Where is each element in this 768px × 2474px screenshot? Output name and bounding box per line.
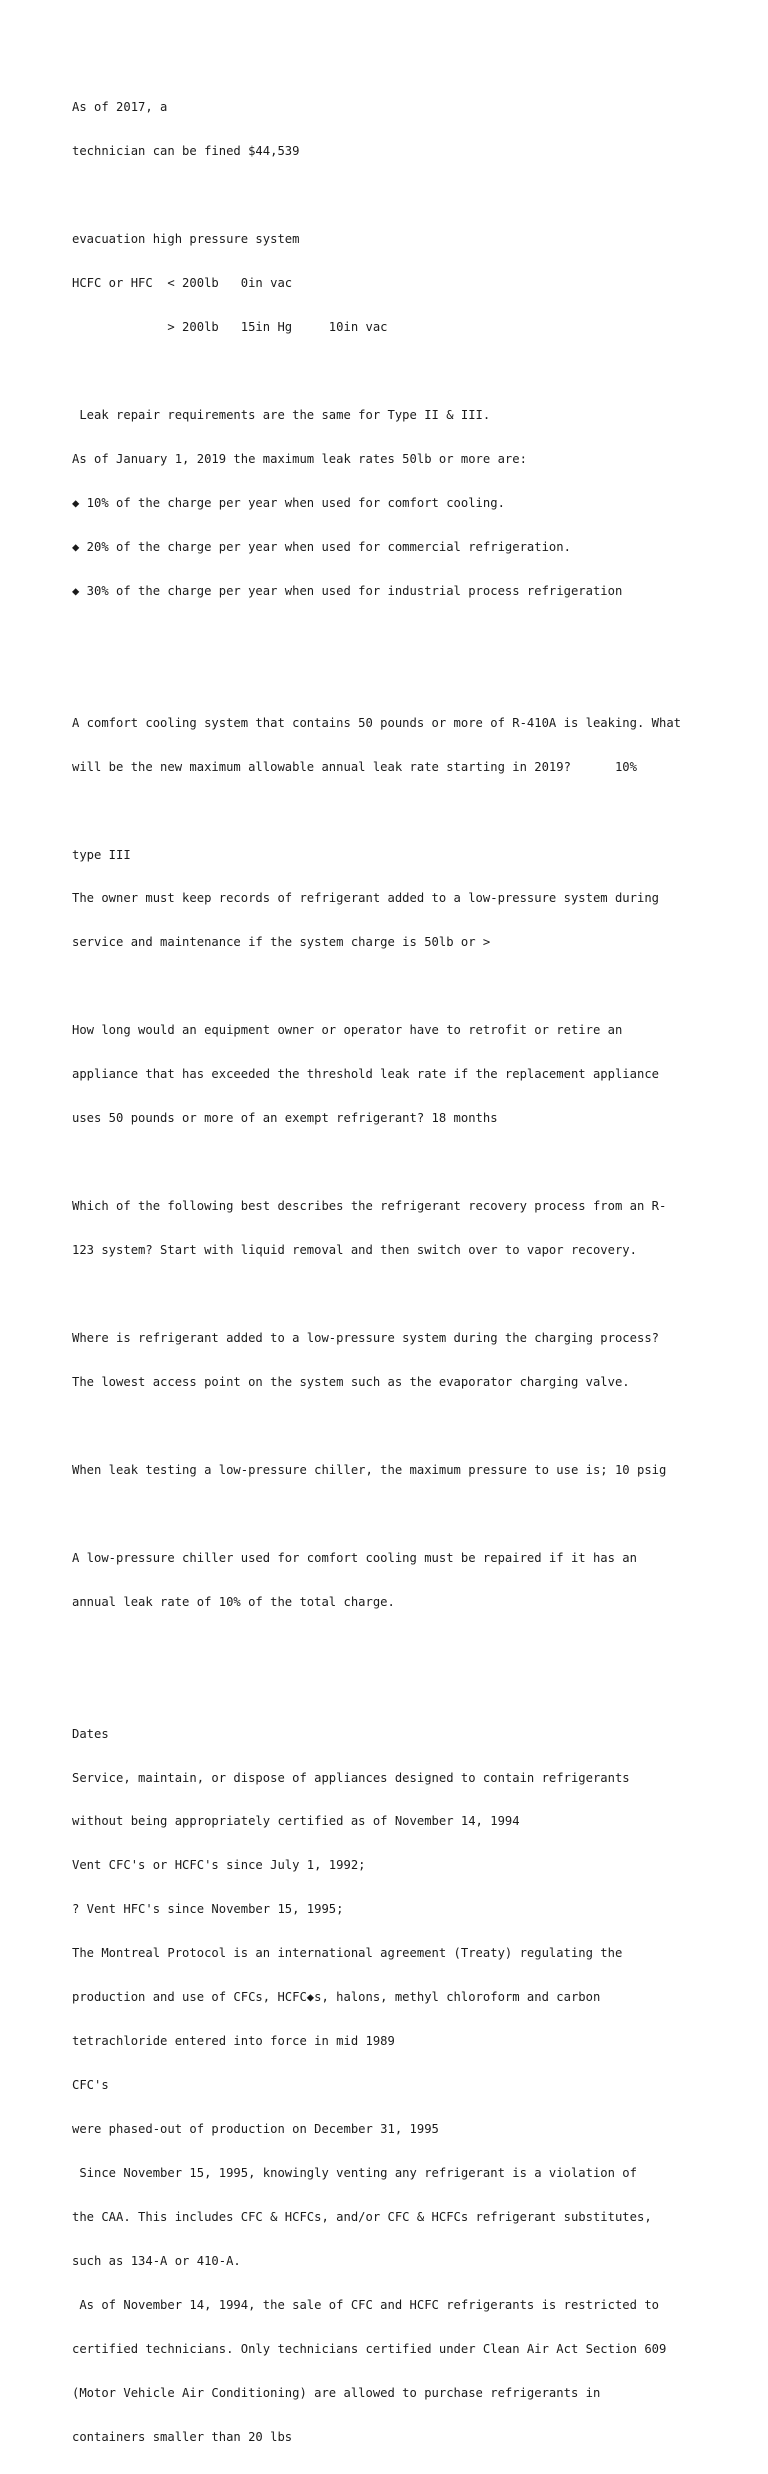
text-line: As of November 14, 1994, the sale of CFC and HCFC refrigerants is restricted to bbox=[72, 2297, 659, 2312]
text-line bbox=[72, 1155, 681, 1170]
text-line: CFC's bbox=[72, 2078, 109, 2093]
text-line: A comfort cooling system that contains 50 pounds or more of R-410A is leaking. What bbox=[72, 715, 682, 730]
text-line: Service, maintain, or dispose of appliances designed to contain refrigerants bbox=[72, 1770, 630, 1785]
text-line: Leak repair requirements are the same for Type II & III. bbox=[72, 407, 491, 422]
text-line: were phased-out of production on December 31, 1995 bbox=[72, 2122, 439, 2137]
text-line: certified technicians. Only technicians certified under Clean Air Act Section 609 bbox=[72, 2341, 667, 2356]
text-line: the CAA. This includes CFC & HCFCs, and/or CFC & HCFCs refrigerant substitutes, bbox=[72, 2210, 652, 2225]
text-line: containers smaller than 20 lbs bbox=[72, 2429, 293, 2444]
text-line: The lowest access point on the system such as the evaporator charging valve. bbox=[72, 1374, 630, 1389]
text-line: Dates bbox=[72, 1726, 109, 1741]
text-line: will be the new maximum allowable annual leak rate starting in 2019? 10% bbox=[72, 759, 637, 774]
text-line: As of January 1, 2019 the maximum leak rates 50lb or more are: bbox=[72, 451, 527, 466]
text-line: ? Vent HFC's since November 15, 1995; bbox=[72, 1902, 344, 1917]
text-line: How long would an equipment owner or operator have to retrofit or retire an bbox=[72, 1023, 623, 1038]
text-line: The Montreal Protocol is an international agreement (Treaty) regulating the bbox=[72, 1946, 623, 1961]
text-line: (Motor Vehicle Air Conditioning) are allowed to purchase refrigerants in bbox=[72, 2385, 601, 2400]
text-line: without being appropriately certified as of November 14, 1994 bbox=[72, 1814, 520, 1829]
text-line: > 200lb 15in Hg 10in vac bbox=[72, 320, 388, 335]
text-line: evacuation high pressure system bbox=[72, 232, 300, 247]
text-line: 123 system? Start with liquid removal and then switch over to vapor recovery. bbox=[72, 1243, 637, 1258]
text-line bbox=[72, 979, 681, 994]
text-line: appliance that has exceeded the threshold leak rate if the replacement appliance bbox=[72, 1067, 659, 1082]
text-line bbox=[72, 1507, 681, 1522]
text-line: HCFC or HFC < 200lb 0in vac bbox=[72, 276, 293, 291]
text-line: uses 50 pounds or more of an exempt refrigerant? 18 months bbox=[72, 1111, 498, 1126]
text-line bbox=[72, 1639, 681, 1654]
text-line: production and use of CFCs, HCFC◆s, halons, methyl chloroform and carbon bbox=[72, 1990, 601, 2005]
text-line bbox=[72, 1419, 681, 1434]
text-line bbox=[72, 188, 681, 203]
text-line: The owner must keep records of refrigerant added to a low-pressure system during bbox=[72, 891, 659, 906]
text-line: Where is refrigerant added to a low-pressure system during the charging process? bbox=[72, 1331, 659, 1345]
text-line: annual leak rate of 10% of the total charge. bbox=[72, 1594, 395, 1609]
text-line: type III bbox=[72, 847, 131, 862]
text-line: service and maintenance if the system charge is 50lb or > bbox=[72, 935, 491, 950]
document-text bbox=[72, 71, 681, 2474]
text-line: Vent CFC's or HCFC's since July 1, 1992; bbox=[72, 1858, 366, 1873]
text-line bbox=[72, 1287, 681, 1302]
text-line: A low-pressure chiller used for comfort cooling must be repaired if it has an bbox=[72, 1550, 637, 1565]
text-line: Which of the following best describes the refrigerant recovery process from an R- bbox=[72, 1199, 667, 1214]
text-line: Since November 15, 1995, knowingly venting any refrigerant is a violation of bbox=[72, 2166, 637, 2181]
text-line: ◆ 20% of the charge per year when used for commercial refrigeration. bbox=[72, 539, 571, 554]
text-line bbox=[72, 1683, 681, 1698]
text-line bbox=[72, 804, 681, 819]
text-line: ◆ 30% of the charge per year when used for industrial process refrigeration bbox=[72, 583, 623, 598]
text-line: When leak testing a low-pressure chiller, the maximum pressure to use is; 10 psig bbox=[72, 1462, 667, 1477]
text-line: tetrachloride entered into force in mid 1989 bbox=[72, 2034, 395, 2049]
text-line bbox=[72, 672, 681, 687]
text-line: such as 134-A or 410-A. bbox=[72, 2254, 241, 2269]
text-line: ◆ 10% of the charge per year when used for comfort cooling. bbox=[72, 495, 505, 510]
text-line bbox=[72, 364, 681, 379]
text-line bbox=[72, 628, 681, 643]
text-line: As of 2017, a bbox=[72, 100, 168, 115]
text-line: technician can be fined $44,539 bbox=[72, 144, 300, 159]
